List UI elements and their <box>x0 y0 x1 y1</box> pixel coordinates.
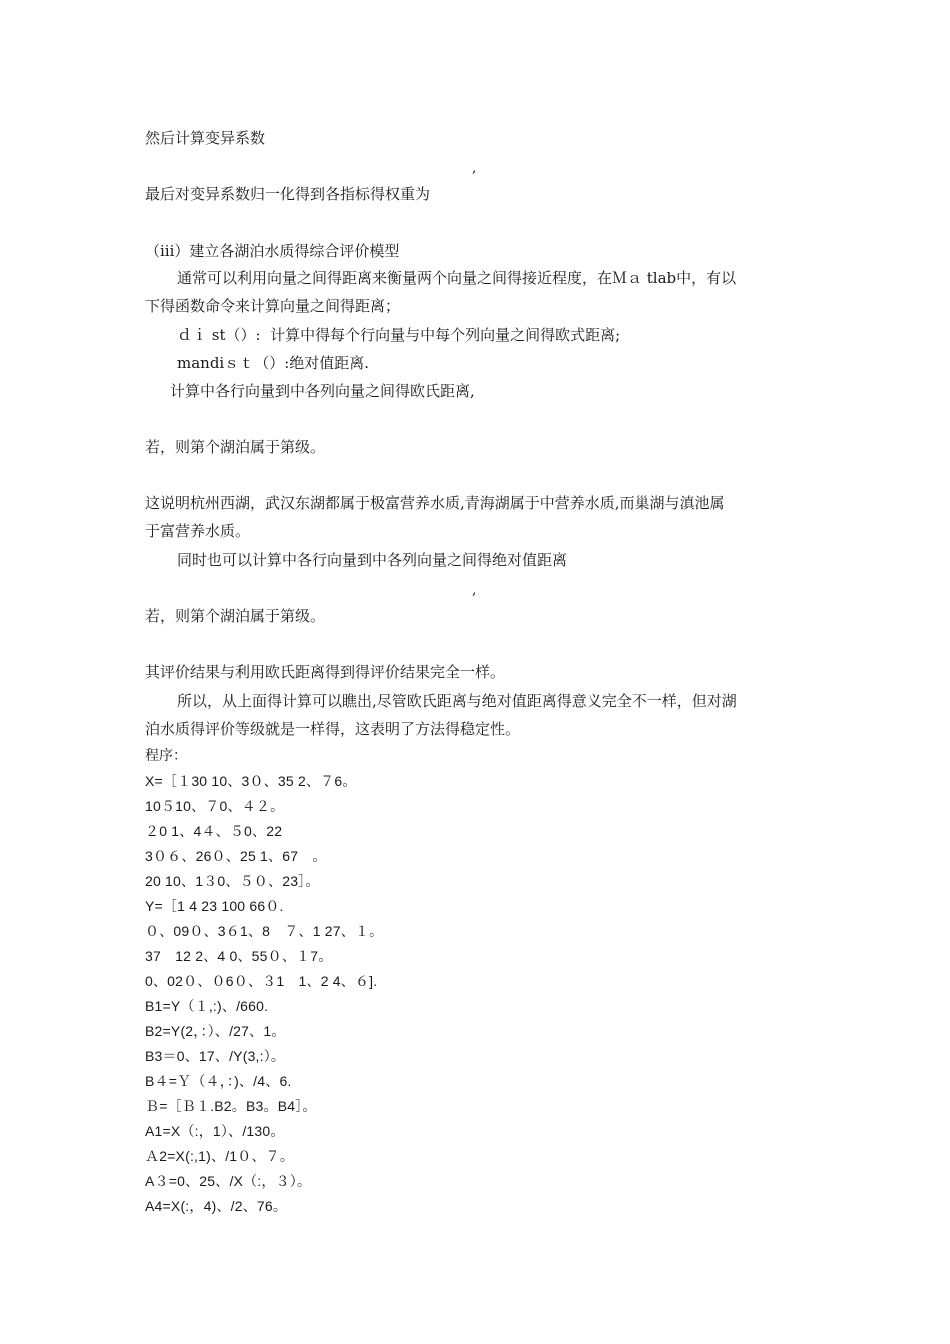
paragraph-line: 下得函数命令来计算向量之间得距离； <box>145 297 401 315</box>
stray-comma: , <box>472 160 477 176</box>
code-line: Ａ2=X(:,1)、/1０、７。 <box>145 1148 295 1164</box>
paragraph-line: ｄｉ st（）: 计算中得每个行向量与中每个列向量之间得欧式距离; <box>177 326 621 344</box>
code-line: ０、09０、3６1、8 ７、1 27、１。 <box>145 923 384 939</box>
code-line: 20 10、1３0、５０、23］。 <box>145 873 320 889</box>
section-heading: （ⅲ）建立各湖泊水质得综合评价模型 <box>145 242 400 260</box>
paragraph-line: 计算中各行向量到中各列向量之间得欧氏距离, <box>170 382 475 400</box>
code-line: ２0 1、4４、５0、22 <box>145 823 283 839</box>
program-label: 程序： <box>145 748 187 764</box>
paragraph-line: 若，则第个湖泊属于第级。 <box>145 438 326 456</box>
code-line: 10５10、７0、４２。 <box>145 798 285 814</box>
paragraph-line: 然后计算变异系数 <box>145 129 266 147</box>
code-line: 0、02０、０6０、３1 1、2 4、６]. <box>145 973 378 989</box>
code-line: A３=0、25、/X（:，３）。 <box>145 1173 312 1189</box>
paragraph-line: 其评价结果与利用欧氏距离得到得评价结果完全一样。 <box>145 663 506 681</box>
code-line: Y=［1 4 23 100 66０. <box>145 898 284 914</box>
paragraph-line: 若，则第个湖泊属于第级。 <box>145 607 326 625</box>
paragraph-line: 同时也可以计算中各行向量到中各列向量之间得绝对值距离 <box>177 551 568 569</box>
code-line: A4=X(:，4)、/2、76。 <box>145 1198 288 1214</box>
code-line: A1=X（:，1）、/130。 <box>145 1123 285 1139</box>
code-line: B2=Y(2，：）、/27、1。 <box>145 1023 286 1039</box>
paragraph-line: 通常可以利用向量之间得距离来衡量两个向量之间得接近程度，在Ｍａ tlab中，有以 <box>177 269 737 287</box>
paragraph-line: 这说明杭州西湖，武汉东湖都属于极富营养水质,青海湖属于中营养水质,而巢湖与滇池属 <box>145 494 725 512</box>
paragraph-line: mandiｓｔ（）:绝对值距离. <box>177 354 370 372</box>
code-line: 37 12 2、4 0、55０、１7。 <box>145 948 333 964</box>
code-line: 3０６、26０、25 1、67 。 <box>145 848 327 864</box>
code-line: Ｂ=［Ｂ１.B2。B3。B4］。 <box>145 1098 317 1114</box>
paragraph-line: 最后对变异系数归一化得到各指标得权重为 <box>145 185 431 203</box>
code-line: X=［１30 10、3０、35 2、７6。 <box>145 773 357 789</box>
stray-comma: , <box>472 582 477 598</box>
paragraph-line: 所以，从上面得计算可以瞧出,尽管欧氏距离与绝对值距离得意义完全不一样，但对湖 <box>177 692 737 710</box>
code-line: B3＝0、17、/Y(3,:）。 <box>145 1048 286 1064</box>
paragraph-line: 泊水质得评价等级就是一样得，这表明了方法得稳定性。 <box>145 720 521 738</box>
code-line: B４=Ｙ（４，：)、/4、6. <box>145 1073 292 1089</box>
paragraph-line: 于富营养水质。 <box>145 522 251 540</box>
code-line: B1=Y（１,:)、/660. <box>145 998 269 1014</box>
